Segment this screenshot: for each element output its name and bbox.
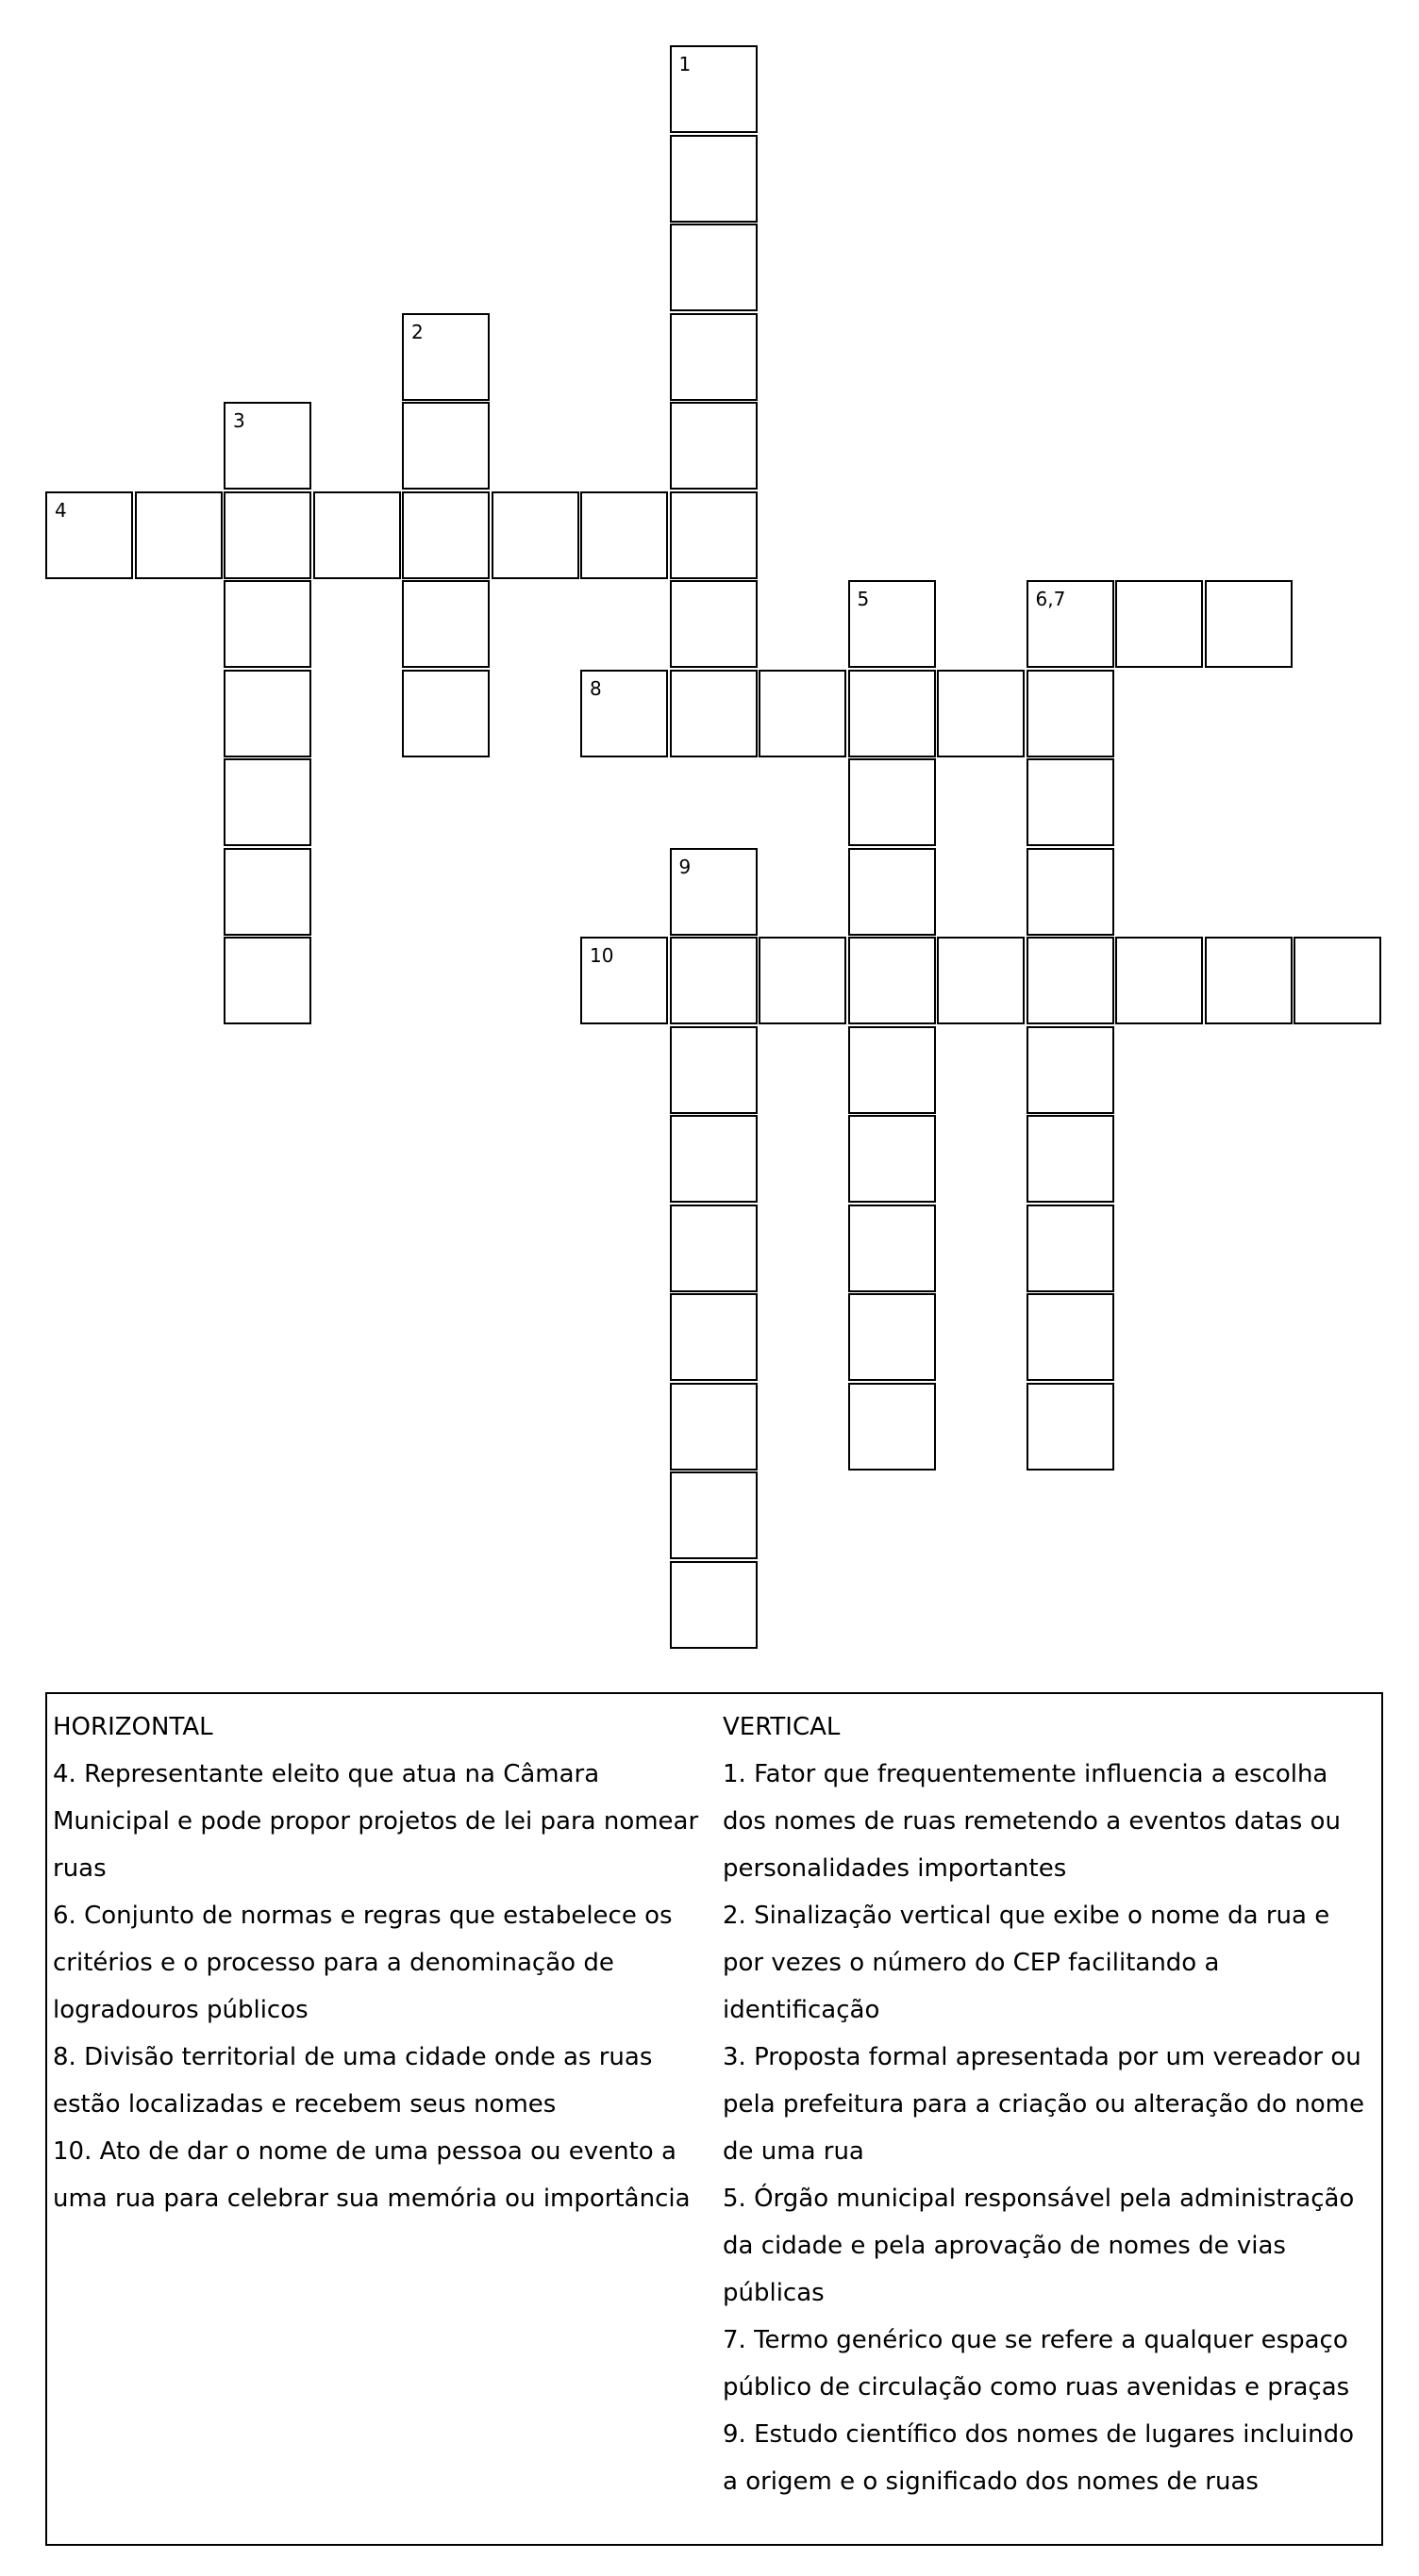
grid-cell[interactable] (45, 491, 133, 579)
grid-cell[interactable] (759, 670, 846, 757)
grid-cell[interactable] (1027, 1383, 1114, 1471)
grid-cell[interactable] (670, 848, 758, 936)
grid-cell[interactable] (402, 670, 490, 757)
grid-cell[interactable] (492, 491, 579, 579)
grid-cell[interactable] (1027, 1293, 1114, 1381)
clue-vertical-9: 9. Estudo científico dos nomes de lugares incluindo a origem e o significado dos nomes de ruas (723, 2420, 1355, 2496)
grid-cell[interactable] (1294, 937, 1381, 1024)
grid-cell[interactable] (848, 1293, 936, 1381)
clue-vertical-2: 2. Sinalização vertical que exibe o nome da rua e por vezes o número do CEP facilitando a identificação (723, 1902, 1330, 2024)
grid-cell[interactable] (848, 1205, 936, 1292)
grid-cell[interactable] (759, 937, 846, 1024)
grid-cell[interactable] (1115, 580, 1203, 668)
grid-cell[interactable] (135, 491, 223, 579)
grid-cell[interactable] (1027, 758, 1114, 846)
clues-box (45, 1692, 1383, 2546)
grid-cell[interactable] (1205, 580, 1293, 668)
clue-horizontal-10: 10. Ato de dar o nome de uma pessoa ou evento a uma rua para celebrar sua memória ou importância (53, 2137, 691, 2213)
grid-cell[interactable] (670, 580, 758, 668)
grid-cell[interactable] (1027, 1115, 1114, 1203)
grid-cell[interactable] (670, 402, 758, 490)
vertical-title: VERTICAL (723, 1713, 841, 1741)
grid-cell[interactable] (670, 224, 758, 311)
grid-cell[interactable] (848, 758, 936, 846)
grid-cell[interactable] (670, 135, 758, 223)
horizontal-clues (53, 1703, 713, 2222)
grid-cell[interactable] (1027, 1026, 1114, 1114)
clue-number: 8 (590, 676, 602, 700)
clue-number: 5 (857, 588, 870, 610)
clue-number: 2 (411, 320, 424, 343)
grid-cell[interactable] (670, 1026, 758, 1114)
horizontal-title: HORIZONTAL (53, 1713, 213, 1741)
grid-cell[interactable] (580, 491, 668, 579)
grid-cell[interactable] (1115, 937, 1203, 1024)
grid-cell[interactable] (848, 1026, 936, 1114)
grid-cell[interactable] (313, 491, 401, 579)
clue-number: 4 (55, 498, 67, 522)
clue-horizontal-8: 8. Divisão territorial de uma cidade onde as ruas estão localizadas e recebem seus nomes (53, 2043, 653, 2119)
grid-cell[interactable] (937, 937, 1025, 1024)
grid-cell[interactable] (848, 580, 936, 668)
grid-cell[interactable] (402, 313, 490, 401)
grid-cell[interactable] (848, 1383, 936, 1471)
clue-horizontal-6: 6. Conjunto de normas e regras que estabelece os critérios e o processo para a denominação de logradouros públicos (53, 1902, 673, 2024)
grid-cell[interactable] (670, 670, 758, 757)
grid-cell[interactable] (937, 670, 1025, 757)
grid-cell[interactable] (670, 45, 758, 133)
grid-cell[interactable] (402, 491, 490, 579)
clue-vertical-3: 3. Proposta formal apresentada por um vereador ou pela prefeitura para a criação ou alteração do nome de uma rua (723, 2043, 1364, 2166)
grid-cell[interactable] (580, 937, 668, 1024)
grid-cell[interactable] (670, 1471, 758, 1559)
grid-cell[interactable] (848, 1115, 936, 1203)
grid-cell[interactable] (224, 758, 311, 846)
grid-cell[interactable] (1027, 937, 1114, 1024)
clue-number: 10 (590, 944, 614, 967)
grid-cell[interactable] (670, 313, 758, 401)
grid-cell[interactable] (848, 937, 936, 1024)
grid-cell[interactable] (1027, 1205, 1114, 1292)
grid-cell[interactable] (670, 491, 758, 579)
grid-cell[interactable] (1027, 580, 1114, 668)
grid-cell[interactable] (670, 1115, 758, 1203)
vertical-clues (723, 1703, 1374, 2505)
clue-vertical-7: 7. Termo genérico que se refere a qualquer espaço público de circulação como ruas avenidas e praças (723, 2326, 1350, 2401)
grid-cell[interactable] (580, 670, 668, 757)
clue-number: 3 (233, 409, 245, 432)
clue-number: 1 (678, 53, 692, 75)
clue-number: 9 (678, 855, 692, 878)
grid-cell[interactable] (670, 1205, 758, 1292)
grid-cell[interactable] (402, 580, 490, 668)
grid-cell[interactable] (224, 670, 311, 757)
grid-cell[interactable] (224, 580, 311, 668)
grid-cell[interactable] (1027, 848, 1114, 936)
grid-cell[interactable] (670, 1561, 758, 1649)
grid-cell[interactable] (224, 848, 311, 936)
clue-number: 6,7 (1035, 588, 1066, 610)
clue-horizontal-4: 4. Representante eleito que atua na Câmara Municipal e pode propor projetos de lei para nomear ruas (53, 1760, 699, 1883)
grid-cell[interactable] (848, 848, 936, 936)
grid-cell[interactable] (224, 937, 311, 1024)
grid-cell[interactable] (670, 1293, 758, 1381)
grid-cell[interactable] (670, 937, 758, 1024)
grid-cell[interactable] (402, 402, 490, 490)
clue-vertical-5: 5. Órgão municipal responsável pela administração da cidade e pela aprovação de nomes de vias públicas (723, 2185, 1355, 2307)
grid-cell[interactable] (1027, 670, 1114, 757)
grid-cell[interactable] (224, 402, 311, 490)
grid-cell[interactable] (1205, 937, 1293, 1024)
grid-cell[interactable] (670, 1383, 758, 1471)
grid-cell[interactable] (224, 491, 311, 579)
grid-cell[interactable] (848, 670, 936, 757)
clue-vertical-1: 1. Fator que frequentemente influencia a escolha dos nomes de ruas remetendo a eventos datas ou personalidades importantes (723, 1760, 1341, 1883)
